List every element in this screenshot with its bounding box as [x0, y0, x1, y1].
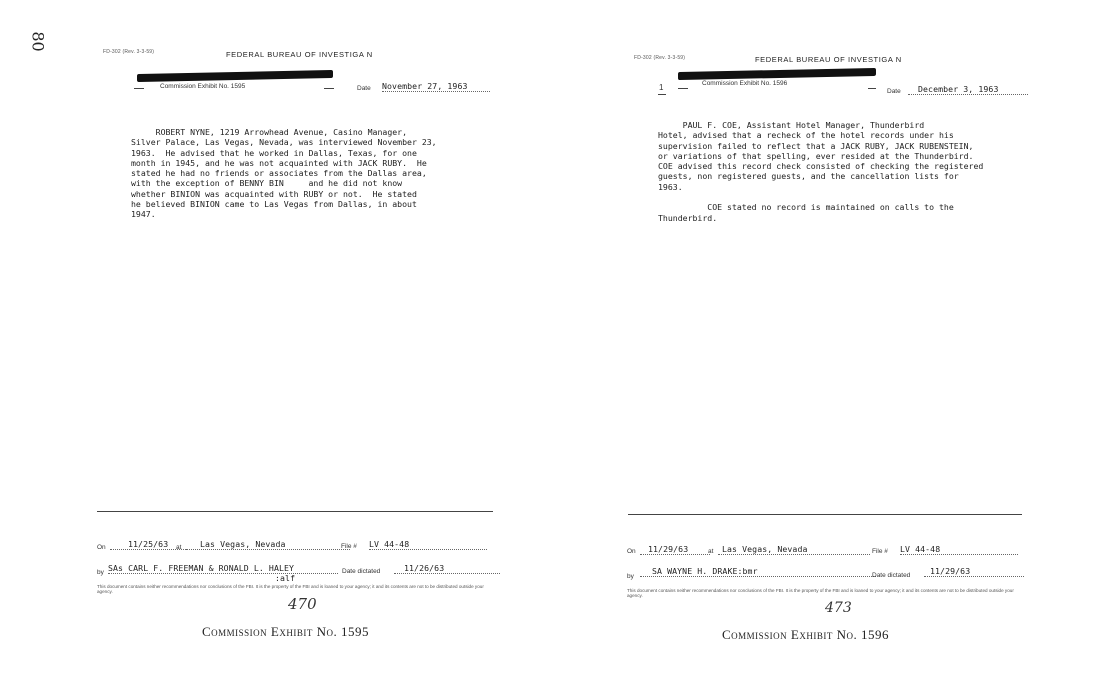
right-at-label: at: [708, 548, 714, 555]
left-on-date: 11/25/63: [110, 539, 188, 550]
right-on-label: On: [627, 548, 636, 555]
left-file-label: File #: [341, 543, 357, 550]
right-location: Las Vegas, Nevada: [718, 544, 870, 555]
right-dictated-date: 11/29/63: [924, 566, 1024, 577]
right-redaction-bar: [678, 68, 876, 80]
left-agents: SAs CARL F. FREEMAN & RONALD L. HALEY: [108, 563, 338, 574]
right-by-label: by: [627, 573, 634, 580]
left-file-number: LV 44-48: [369, 539, 487, 550]
right-footer-rule: [628, 514, 1022, 515]
right-agents: SA WAYNE H. DRAKE:bmr: [640, 566, 876, 577]
left-dictated-date: 11/26/63: [394, 563, 500, 574]
left-date-value: November 27, 1963: [382, 81, 490, 92]
left-exhibit-label: Commission Exhibit No. 1595: [160, 83, 246, 90]
left-initials: :alf: [275, 573, 296, 583]
right-date-value: December 3, 1963: [908, 84, 1028, 95]
right-form-number: FD-302 (Rev. 3-3-59): [634, 55, 686, 61]
right-file-label: File #: [872, 548, 888, 555]
left-agency-header: FEDERAL BUREAU OF INVESTIGA N: [226, 50, 373, 59]
left-footer-rule: [97, 511, 493, 512]
right-file-number: LV 44-48: [900, 544, 1018, 555]
left-handwritten-number: 470: [288, 595, 317, 613]
left-body-text: ROBERT NYNE, 1219 Arrowhead Avenue, Casino Manager, Silver Palace, Las Vegas, Nevada, was interviewed November 23, 1963. He advised that he worked in Dallas, Texas, for one month in 1945, and he was not acquainted with JACK RUBY. He stated he had no friends or associates from the Dallas area, with the exception of BENNY BIN and he did not know whether BINION was acquainted with RUBY or not. He stated he believed BINION came to Las Vegas from Dallas, in about 1947.: [131, 127, 437, 220]
right-exhibit-label: Commission Exhibit No. 1596: [702, 80, 788, 87]
right-caption: Commission Exhibit No. 1596: [722, 627, 890, 642]
right-dictated-label: Date dictated: [872, 572, 911, 579]
left-at-label: at: [176, 544, 182, 551]
right-disclaimer: This document contains neither recommendations nor conclusions of the FBI. It is the property of the FBI and is loaned to your agency; it and its contents are not to be distributed outside your agency.: [627, 588, 1014, 599]
left-dictated-label: Date dictated: [342, 568, 381, 575]
left-caption: Commission Exhibit No. 1595: [202, 624, 370, 639]
page-number: 80: [28, 31, 48, 52]
right-agency-header: FEDERAL BUREAU OF INVESTIGA N: [755, 55, 902, 64]
left-redaction-bar: [137, 70, 333, 82]
right-body-text: PAUL F. COE, Assistant Hotel Manager, Thunderbird Hotel, advised that a recheck of the hotel records under his supervision failed to reflect that a JACK RUBY, JACK RUBENSTEIN, or variations of that spelling, ever resided at the Thunderbird. COE advised this record check consisted of checking the registered guests, non registered guests, and the cancellation lists for 1963. COE stated no record is maintained on calls to the Thunderbird.: [658, 120, 984, 223]
right-date-label: Date: [887, 88, 901, 95]
right-on-date: 11/29/63: [640, 544, 710, 555]
left-by-label: by: [97, 569, 104, 576]
left-disclaimer: This document contains neither recommendations nor conclusions of the FBI. It is the property of the FBI and is loaned to your agency; it and its contents are not to be distributed outside your agency.: [97, 584, 484, 595]
right-page-marker: 1: [659, 83, 664, 92]
left-on-label: On: [97, 544, 106, 551]
left-date-label: Date: [357, 85, 371, 92]
right-handwritten-number: 473: [825, 600, 852, 616]
left-location: Las Vegas, Nevada: [186, 539, 350, 550]
left-form-number: FD-302 (Rev. 3-3-59): [103, 49, 155, 55]
